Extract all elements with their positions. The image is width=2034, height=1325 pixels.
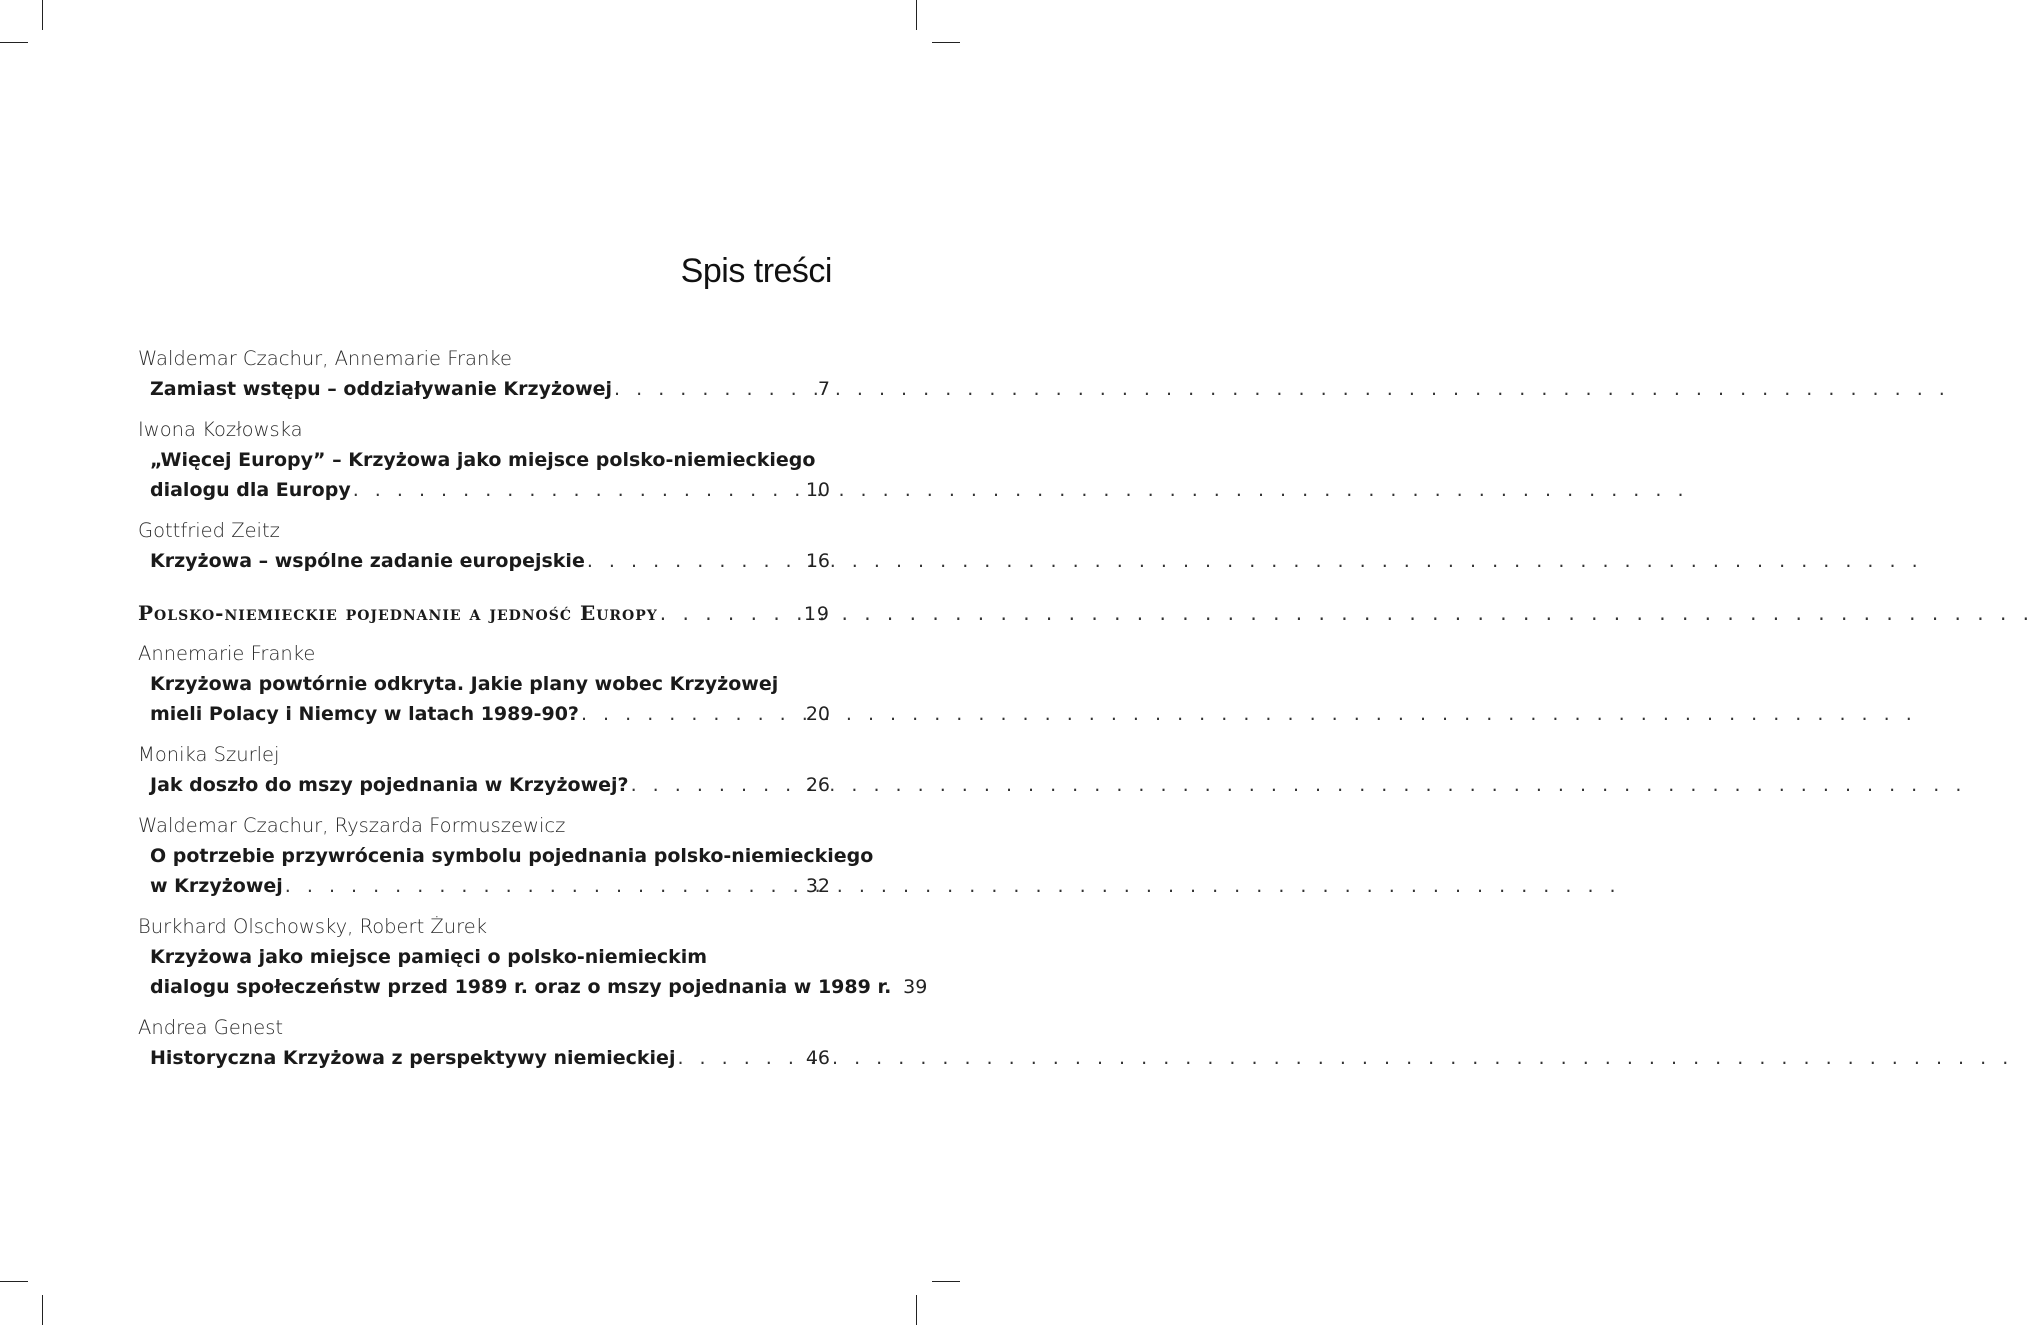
toc-title-text: dialogu społeczeństw przed 1989 r. oraz o mszy pojednania w 1989 r. bbox=[150, 976, 892, 998]
toc-entry[interactable] bbox=[138, 811, 874, 901]
dot-leader bbox=[283, 871, 796, 901]
toc-page-number: 10 bbox=[805, 479, 830, 501]
toc-title-last-line bbox=[138, 546, 830, 576]
toc-author: Gottfried Zeitz bbox=[138, 519, 280, 542]
toc-author: Burkhard Olschowsky, Robert Żurek bbox=[138, 915, 488, 938]
crop-mark-top-right bbox=[916, 0, 917, 30]
dot-leader bbox=[675, 1043, 796, 1073]
toc-title-last-line bbox=[138, 374, 830, 404]
toc-page-number: 46 bbox=[805, 1047, 830, 1069]
toc-entry[interactable] bbox=[138, 516, 830, 576]
toc-section-line bbox=[138, 598, 830, 628]
toc-author: Iwona Kozłowska bbox=[138, 418, 303, 441]
toc-entry[interactable] bbox=[138, 912, 928, 1002]
crop-mark-top-right-h bbox=[932, 42, 960, 43]
crop-mark-bottom-left-h bbox=[0, 1281, 28, 1282]
toc-title-last-line bbox=[138, 972, 928, 1002]
toc-title-text: Historyczna Krzyżowa z perspektywy niemieckiej bbox=[150, 1047, 676, 1069]
toc-page-number: 16 bbox=[805, 550, 830, 572]
table-of-contents bbox=[138, 344, 928, 1073]
toc-page-number: 7 bbox=[817, 378, 830, 400]
dot-leader bbox=[585, 546, 796, 576]
crop-mark-bottom-right-h bbox=[932, 1281, 960, 1282]
toc-title-last-line bbox=[138, 1043, 830, 1073]
dot-leader bbox=[351, 475, 796, 505]
toc-author: Waldemar Czachur, Ryszarda Formuszewicz bbox=[138, 814, 566, 837]
toc-title-line: O potrzebie przywrócenia symbolu pojednania polsko-niemieckiego bbox=[150, 845, 874, 867]
toc-author: Andrea Genest bbox=[138, 1016, 284, 1039]
crop-mark-top-left-h bbox=[0, 42, 28, 43]
page-title: Spis treści bbox=[680, 252, 832, 290]
toc-title-text: w Krzyżowej bbox=[150, 875, 283, 897]
toc-page-number: 26 bbox=[805, 774, 830, 796]
dot-leader bbox=[612, 374, 796, 404]
toc-title-last-line bbox=[138, 871, 830, 901]
toc-page-number: 32 bbox=[805, 875, 830, 897]
toc-entry[interactable] bbox=[138, 740, 830, 800]
toc-section[interactable] bbox=[138, 598, 830, 628]
toc-title-last-line bbox=[138, 770, 830, 800]
crop-mark-bottom-right bbox=[916, 1295, 917, 1325]
crop-mark-top-left bbox=[42, 0, 43, 30]
dot-leader bbox=[629, 770, 796, 800]
crop-mark-bottom-left bbox=[42, 1295, 43, 1325]
toc-entry[interactable] bbox=[138, 415, 830, 505]
toc-title-text: mieli Polacy i Niemcy w latach 1989-90? bbox=[150, 703, 579, 725]
toc-page-number: 20 bbox=[805, 703, 830, 725]
toc-entry[interactable] bbox=[138, 1013, 830, 1073]
toc-title-text: Krzyżowa – wspólne zadanie europejskie bbox=[150, 550, 585, 572]
toc-entry[interactable] bbox=[138, 344, 830, 404]
toc-title-line: Krzyżowa powtórnie odkryta. Jakie plany wobec Krzyżowej bbox=[150, 673, 779, 695]
toc-title-last-line bbox=[138, 699, 830, 729]
toc-title-line: „Więcej Europy” – Krzyżowa jako miejsce polsko-niemieckiego bbox=[150, 449, 816, 471]
dot-leader bbox=[658, 598, 796, 628]
toc-title-line: Krzyżowa jako miejsce pamięci o polsko-niemieckim bbox=[150, 946, 708, 968]
toc-section-title: Polsko-niemieckie pojednanie a jedność Europy bbox=[138, 601, 658, 625]
toc-page-number: 39 bbox=[903, 976, 928, 998]
toc-entry[interactable] bbox=[138, 639, 830, 729]
dot-leader bbox=[579, 699, 796, 729]
toc-author: Waldemar Czachur, Annemarie Franke bbox=[138, 347, 512, 370]
toc-title-text: Zamiast wstępu – oddziaływanie Krzyżowej bbox=[150, 378, 613, 400]
toc-page-number: 19 bbox=[803, 603, 830, 625]
toc-title-last-line bbox=[138, 475, 830, 505]
toc-title-text: Jak doszło do mszy pojednania w Krzyżowej? bbox=[150, 774, 629, 796]
toc-title-text: dialogu dla Europy bbox=[150, 479, 351, 501]
toc-author: Annemarie Franke bbox=[138, 642, 316, 665]
toc-author: Monika Szurlej bbox=[138, 743, 280, 766]
